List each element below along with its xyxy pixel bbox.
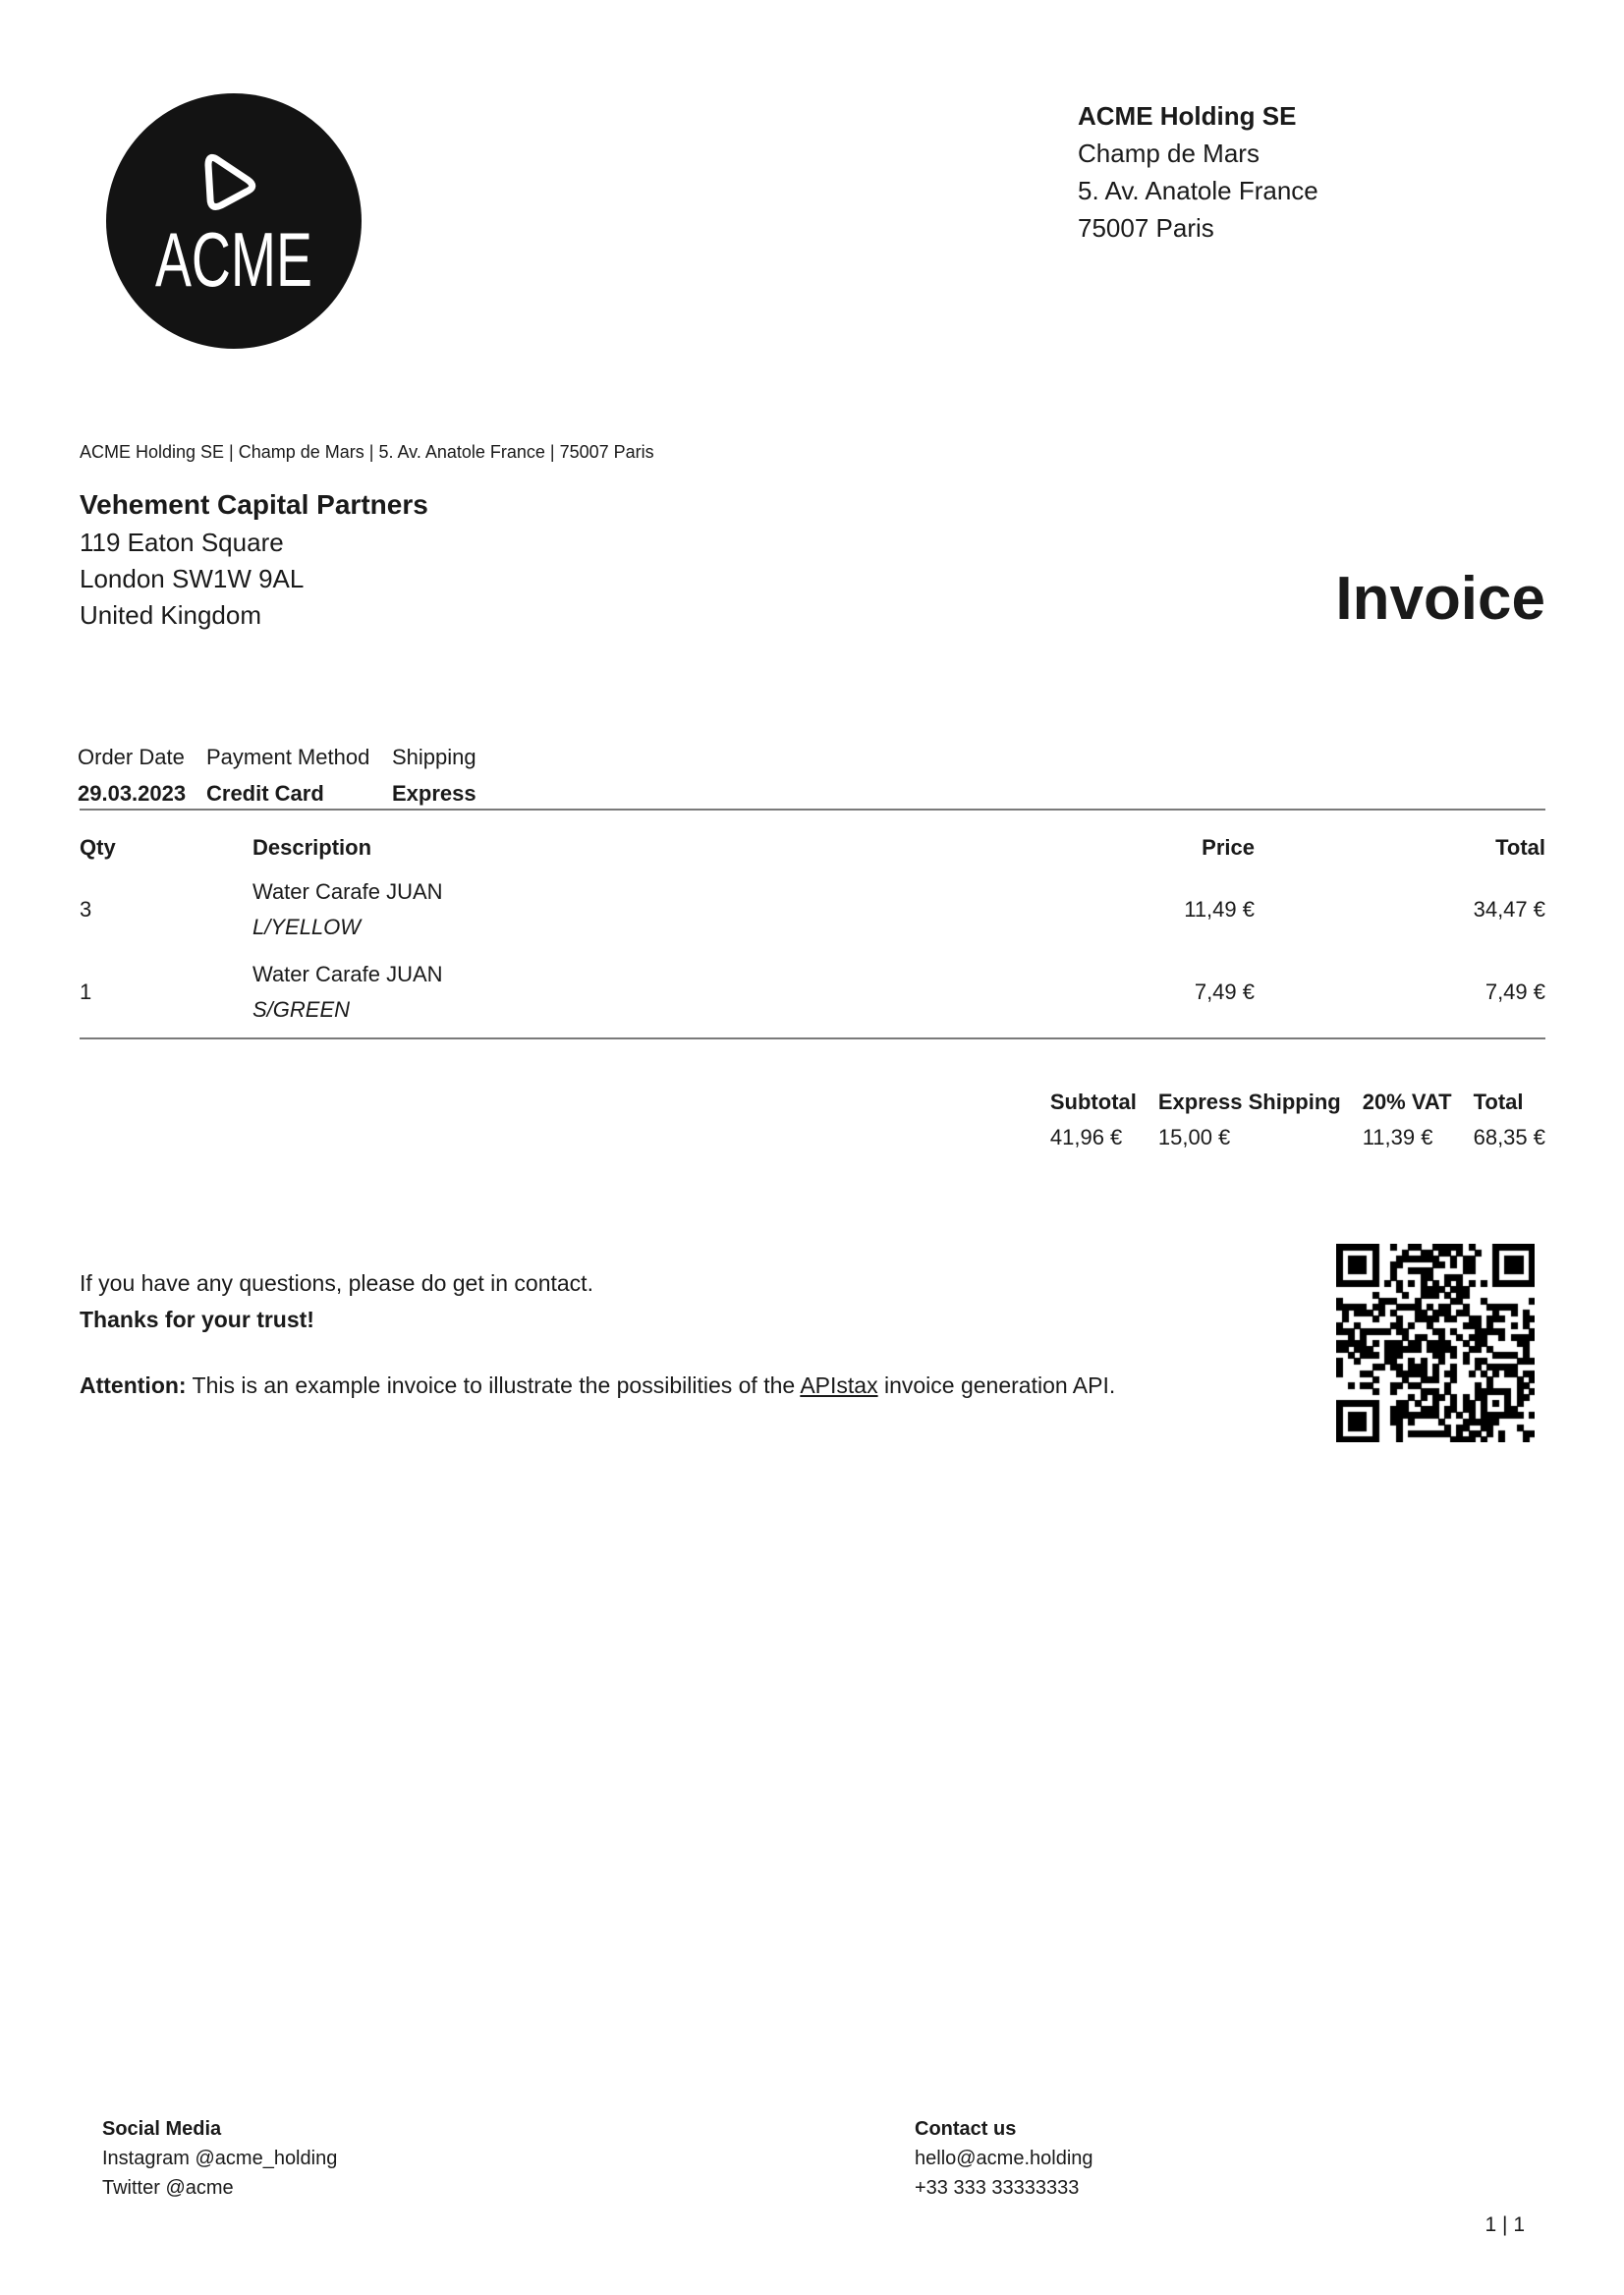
- sender-line: ACME Holding SE | Champ de Mars | 5. Av. Anatole France | 75007 Paris: [80, 442, 654, 462]
- shipping-value: Express: [392, 781, 476, 806]
- payment-method-value: Credit Card: [206, 781, 324, 806]
- item-name: Water Carafe JUAN: [252, 879, 443, 904]
- grand-total-value: 68,35 €: [1473, 1125, 1545, 1149]
- payment-method-field: [206, 739, 392, 812]
- order-date-value: 29.03.2023: [78, 781, 187, 806]
- contact-us-title: Contact us: [915, 2118, 1017, 2140]
- item-variant: L/YELLOW: [252, 915, 362, 939]
- qr-code: [1336, 1244, 1535, 1442]
- closing-note: [80, 1265, 1317, 1404]
- shipping-field: [392, 739, 476, 812]
- attention-label: Attention:: [80, 1372, 187, 1398]
- shipping-cost-label: Express Shipping: [1157, 1090, 1341, 1114]
- footer-social: [102, 2114, 337, 2203]
- recipient-block: [80, 485, 428, 634]
- item-price: 11,49 €: [1184, 897, 1255, 922]
- table-row: [80, 874, 1545, 945]
- attention-text-pre: This is an example invoice to illustrate the possibilities of the: [186, 1372, 801, 1398]
- footer-contact: [915, 2114, 1093, 2203]
- divider-top: [80, 809, 1545, 811]
- order-date-label: Order Date: [78, 745, 185, 769]
- social-media-line: Twitter @acme: [102, 2177, 234, 2199]
- shipping-cost-value: 15,00 €: [1157, 1125, 1231, 1149]
- item-name: Water Carafe JUAN: [252, 962, 443, 986]
- company-address-block: [1078, 97, 1318, 247]
- logo-text: ACME: [155, 216, 312, 303]
- recipient-address-line: London SW1W 9AL: [80, 564, 305, 593]
- price-header: Price: [1202, 835, 1255, 860]
- item-description: [252, 957, 1038, 1028]
- social-media-title: Social Media: [102, 2118, 222, 2140]
- grand-total-field: [1474, 1085, 1545, 1155]
- subtotal-label: Subtotal: [1049, 1090, 1137, 1114]
- items-table: [80, 833, 1545, 1028]
- item-total: 7,49 €: [1484, 980, 1545, 1004]
- page-title: Invoice: [1335, 565, 1545, 633]
- closing-thanks: Thanks for your trust!: [80, 1307, 314, 1332]
- vat-value: 11,39 €: [1362, 1125, 1433, 1149]
- apistax-link[interactable]: APIstax: [800, 1372, 878, 1398]
- recipient-name: Vehement Capital Partners: [80, 489, 428, 520]
- vat-field: [1363, 1085, 1452, 1155]
- total-header: Total: [1495, 835, 1545, 860]
- divider-bottom: [80, 1037, 1545, 1039]
- order-info: [78, 739, 476, 812]
- company-address-line: 5. Av. Anatole France: [1078, 176, 1318, 205]
- item-description: [252, 874, 1038, 945]
- contact-phone: +33 333 33333333: [915, 2177, 1080, 2199]
- recipient-address-line: 119 Eaton Square: [80, 528, 284, 557]
- vat-label: 20% VAT: [1362, 1090, 1452, 1114]
- grand-total-label: Total: [1473, 1090, 1524, 1114]
- item-variant: S/GREEN: [252, 997, 351, 1022]
- subtotal-value: 41,96 €: [1049, 1125, 1123, 1149]
- attention-text-post: invoice generation API.: [877, 1372, 1116, 1398]
- payment-method-label: Payment Method: [206, 745, 370, 769]
- qty-header: Qty: [80, 835, 116, 860]
- item-qty: 3: [80, 897, 92, 922]
- shipping-cost-field: [1158, 1085, 1341, 1155]
- closing-line: If you have any questions, please do get in contact.: [80, 1270, 593, 1296]
- company-name: ACME Holding SE: [1078, 101, 1297, 131]
- acme-logo: [103, 91, 364, 353]
- totals-summary: [1050, 1085, 1545, 1155]
- subtotal-field: [1050, 1085, 1137, 1155]
- shipping-label: Shipping: [392, 745, 476, 769]
- order-date-field: [78, 739, 206, 812]
- item-price: 7,49 €: [1194, 980, 1255, 1004]
- table-header-row: [80, 833, 1545, 863]
- item-total: 34,47 €: [1473, 897, 1545, 922]
- table-row: [80, 957, 1545, 1028]
- contact-email: hello@acme.holding: [915, 2148, 1093, 2169]
- item-qty: 1: [80, 980, 92, 1004]
- company-address-line: Champ de Mars: [1078, 139, 1260, 168]
- description-header: Description: [252, 835, 372, 860]
- company-address-line: 75007 Paris: [1078, 213, 1214, 243]
- attention-line: [80, 1368, 1317, 1404]
- social-media-line: Instagram @acme_holding: [102, 2148, 338, 2169]
- page-indicator: 1 | 1: [1484, 2213, 1525, 2236]
- recipient-address-line: United Kingdom: [80, 600, 261, 630]
